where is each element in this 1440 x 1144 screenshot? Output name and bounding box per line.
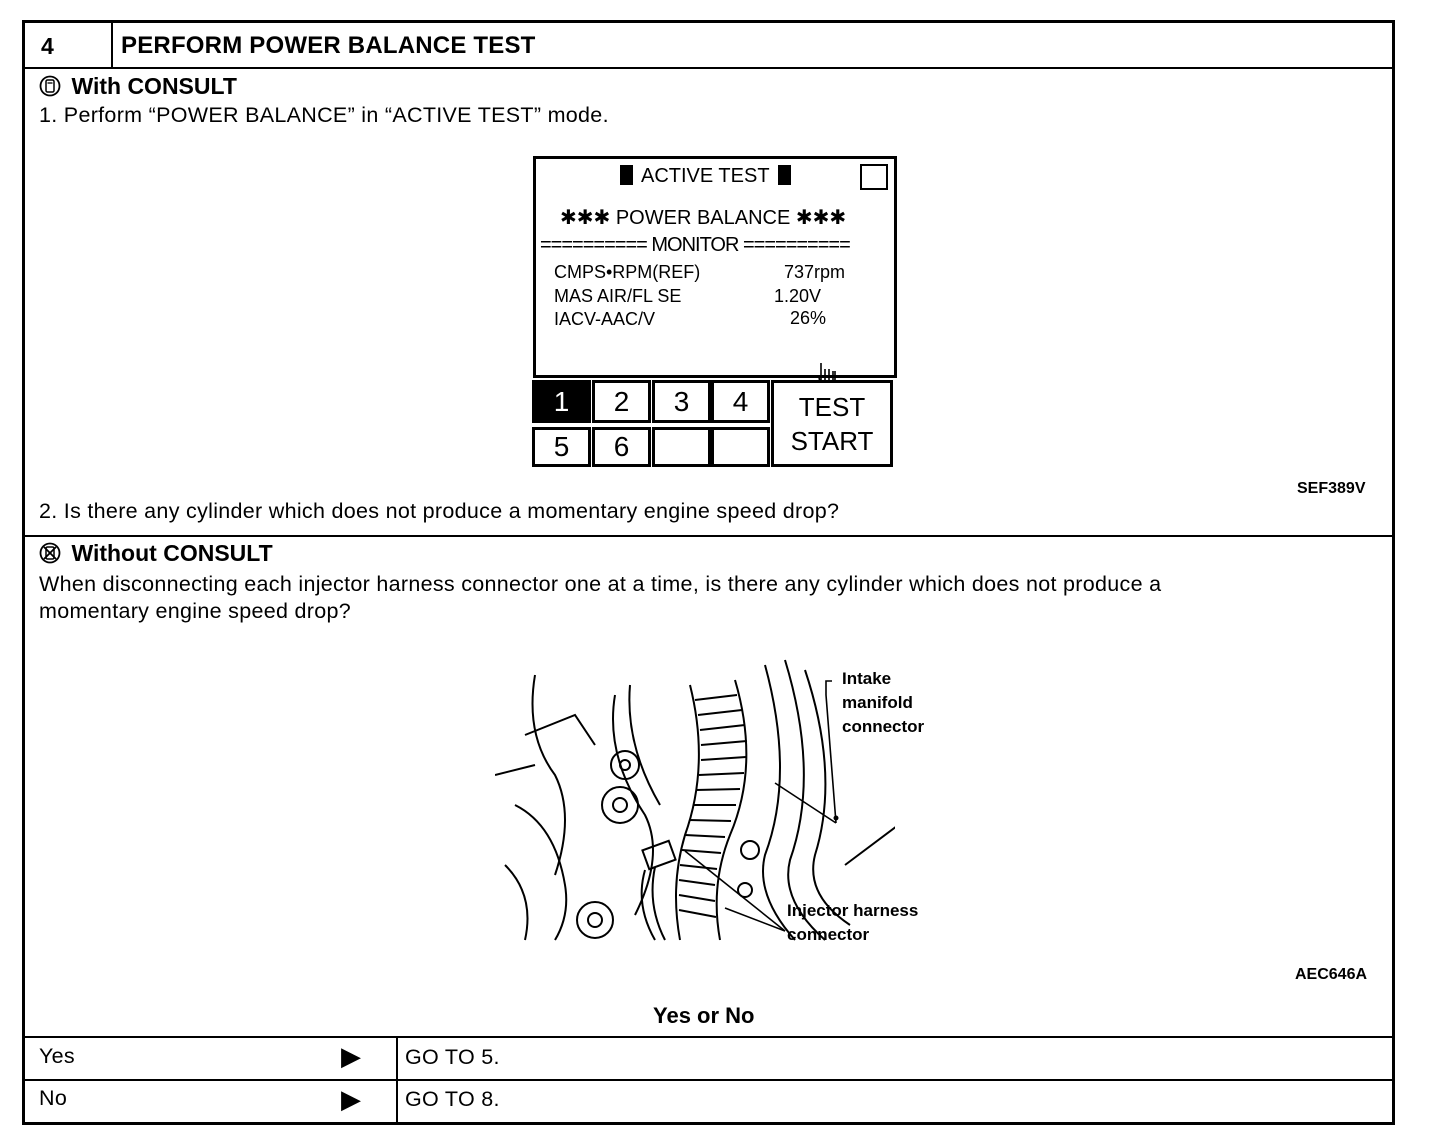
callout-line: Intake xyxy=(842,669,892,688)
answer-no-action[interactable]: GO TO 8. xyxy=(405,1087,500,1111)
callout-line: manifold xyxy=(842,693,913,712)
arrow-right-icon: ▶ xyxy=(341,1084,361,1114)
question-line-1: When disconnecting each injector harness connector one at a time, is there any cylinder which does not produce a xyxy=(39,572,1162,596)
with-consult-heading: With CONSULT xyxy=(71,73,237,99)
arrow-right-icon: ▶ xyxy=(341,1041,361,1071)
monitor-value: 26% xyxy=(790,308,827,328)
cylinder-button-3[interactable]: 3 xyxy=(652,380,711,423)
cylinder-button-6[interactable]: 6 xyxy=(592,427,651,467)
cylinder-button-2[interactable]: 2 xyxy=(592,380,651,423)
answer-yes-label: Yes xyxy=(39,1044,75,1068)
answer-rule xyxy=(25,1036,1392,1038)
active-test-title: ACTIVE TEST xyxy=(641,165,770,187)
consult-screen xyxy=(533,156,897,378)
cylinder-button-4[interactable]: 4 xyxy=(711,380,770,423)
test-start-line1: TEST xyxy=(798,391,866,422)
answer-prompt: Yes or No xyxy=(653,1003,755,1028)
monitor-label: CMPS•RPM(REF) xyxy=(554,262,701,282)
step-two-text: 2. Is there any cylinder which does not produce a momentary engine speed drop? xyxy=(39,499,840,523)
cylinder-button-empty[interactable] xyxy=(711,427,770,467)
answer-rule xyxy=(25,1079,1392,1081)
section-rule xyxy=(25,535,1392,537)
figure-code-aec: AEC646A xyxy=(1295,966,1368,983)
callout-line: Injector harness xyxy=(787,901,919,920)
header-block-icon xyxy=(778,165,791,185)
monitor-value: 1.20V xyxy=(774,286,822,306)
with-consult-heading-row xyxy=(39,73,237,102)
figure-code-sef: SEF389V xyxy=(1297,480,1366,497)
monitor-value: 737rpm xyxy=(784,262,846,282)
step-title: PERFORM POWER BALANCE TEST xyxy=(121,32,536,59)
cylinder-button-1[interactable]: 1 xyxy=(532,380,591,423)
screen-checkbox-icon xyxy=(860,164,888,190)
answer-no-label: No xyxy=(39,1086,68,1110)
intake-manifold-callout xyxy=(842,667,924,739)
without-consult-heading-row xyxy=(39,540,273,569)
header-divider xyxy=(111,23,113,68)
callout-line: connector xyxy=(787,925,870,944)
active-test-header xyxy=(620,165,791,188)
injector-harness-callout xyxy=(787,899,918,947)
consult-icon xyxy=(39,75,61,102)
callout-line: connector xyxy=(842,717,925,736)
test-start-button[interactable] xyxy=(771,380,893,467)
step-one-text: 1. Perform “POWER BALANCE” in “ACTIVE TEST” mode. xyxy=(39,103,609,127)
step-number: 4 xyxy=(41,33,54,59)
monitor-label: IACV-AAC/V xyxy=(554,309,656,329)
monitor-label: MAS AIR/FL SE xyxy=(554,286,682,306)
header-rule xyxy=(25,67,1392,69)
power-balance-title: ✱✱✱ POWER BALANCE ✱✱✱ xyxy=(560,207,847,229)
monitor-line: ========== MONITOR ========== xyxy=(540,234,850,256)
without-consult-heading: Without CONSULT xyxy=(71,540,273,566)
answer-divider xyxy=(396,1037,398,1123)
test-start-line2: START xyxy=(790,425,874,456)
cylinder-button-empty[interactable] xyxy=(652,427,711,467)
header-block-icon xyxy=(620,165,633,185)
question-line-2: momentary engine speed drop? xyxy=(39,599,351,623)
answer-yes-action[interactable]: GO TO 5. xyxy=(405,1045,500,1069)
procedure-table xyxy=(22,20,1395,1125)
no-consult-icon xyxy=(39,542,61,569)
cylinder-button-5[interactable]: 5 xyxy=(532,427,591,467)
